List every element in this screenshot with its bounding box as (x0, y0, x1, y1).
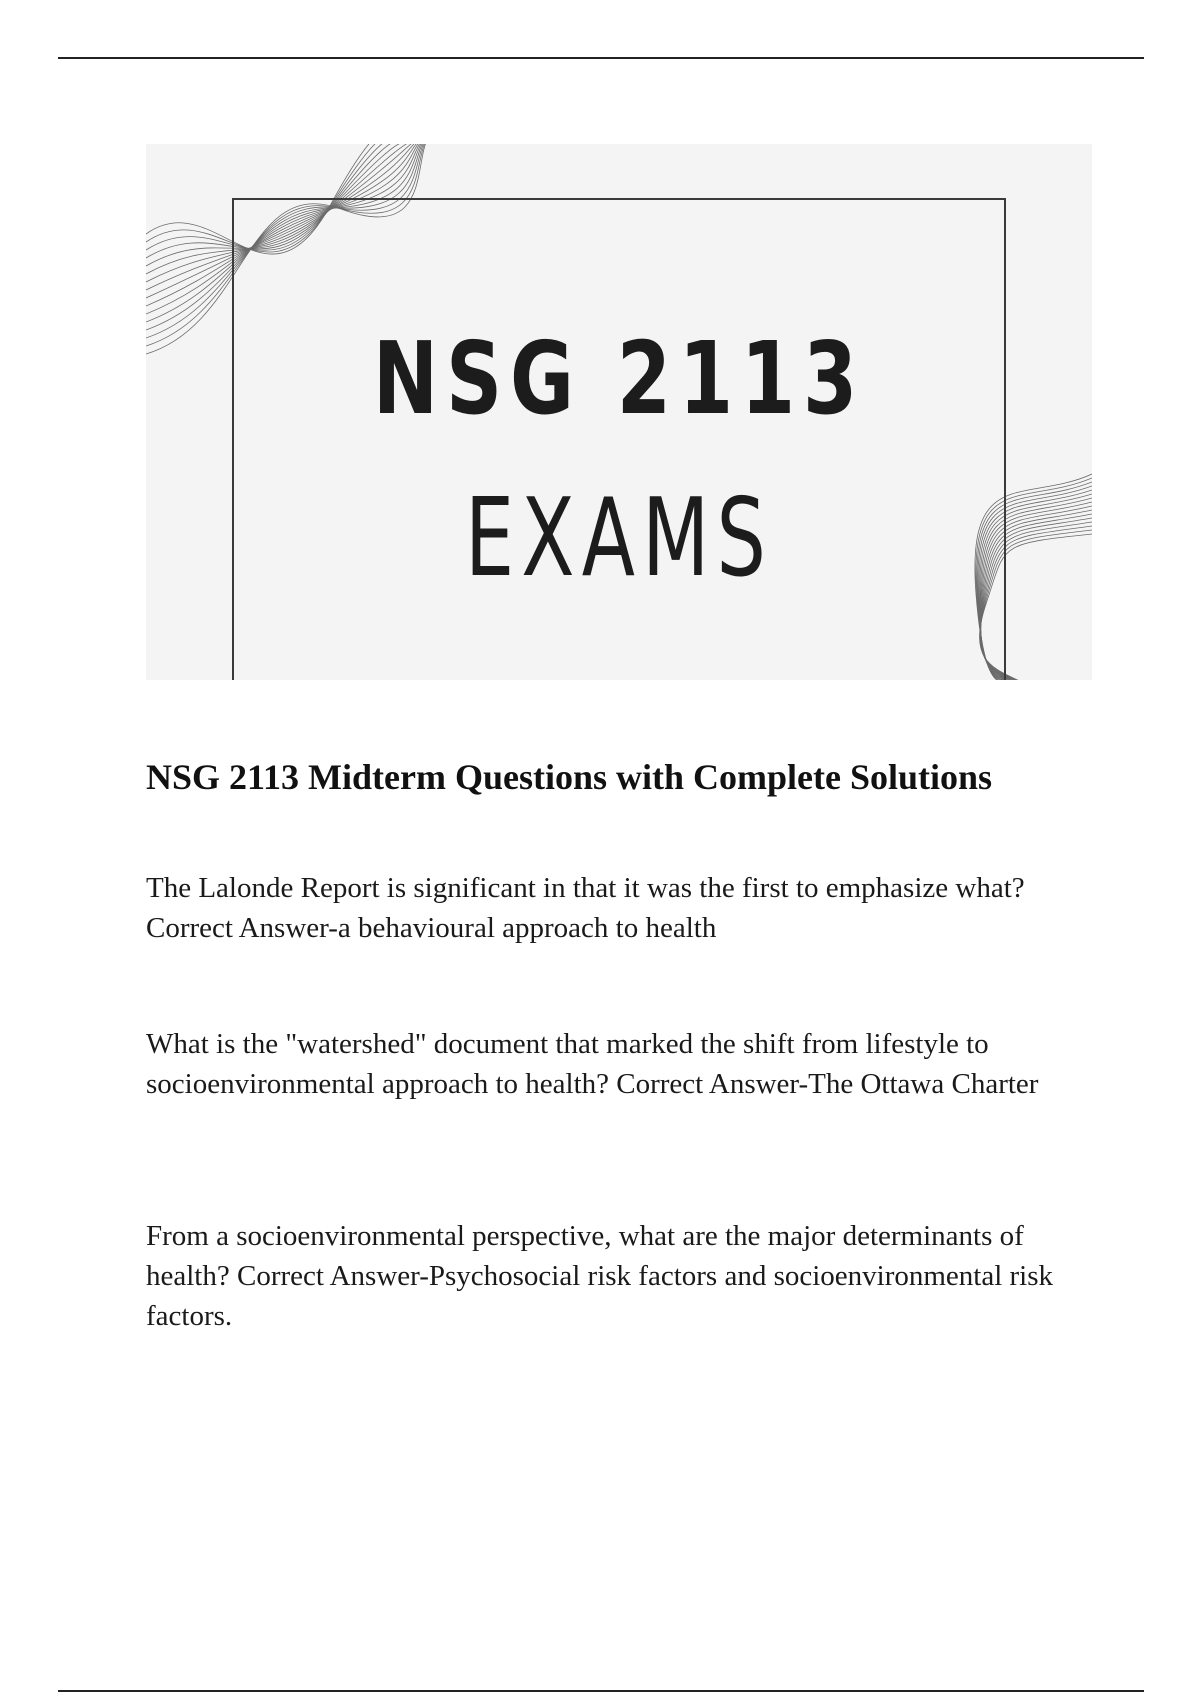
document-title: NSG 2113 Midterm Questions with Complete Solutions (146, 757, 993, 797)
question-answer-2: What is the "watershed" document that marked the shift from lifestyle to socioenvironmental approach to health? Correct Answer-The Ottawa Charter (146, 1028, 1039, 1100)
cover-course-code: NSG 2113 (372, 320, 866, 437)
cover-subtitle: EXAMS (464, 476, 774, 601)
cover-image (146, 144, 1092, 680)
bottom-rule (58, 1690, 1144, 1692)
question-answer-3: From a socioenvironmental perspective, what are the major determinants of health? Correct Answer-Psychosocial risk factors and socioenvironmental risk factors. (146, 1220, 1054, 1332)
question-answer-1: The Lalonde Report is significant in that it was the first to emphasize what? Correct Answer-a behavioural approach to health (146, 872, 1025, 944)
top-rule (58, 57, 1144, 59)
